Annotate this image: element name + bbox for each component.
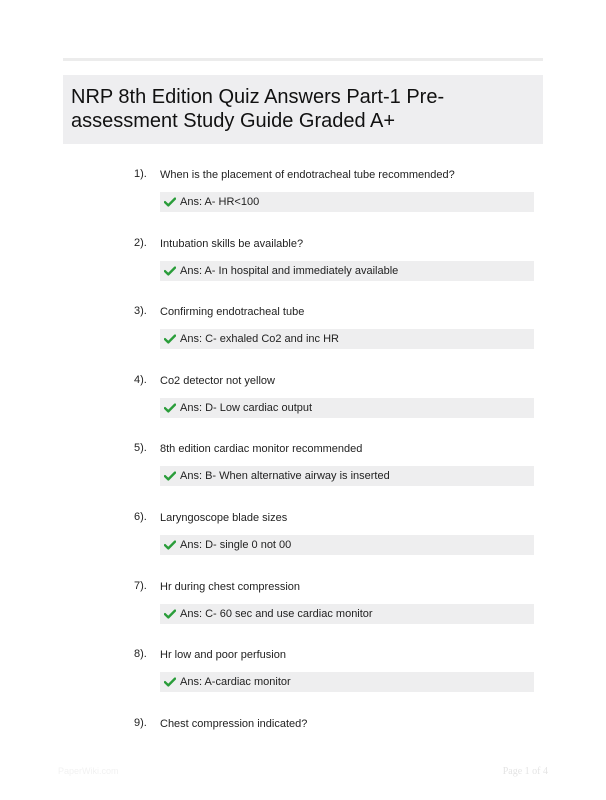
question-text: Hr low and poor perfusion — [160, 649, 286, 662]
check-icon — [164, 334, 176, 344]
check-icon — [164, 677, 176, 687]
check-icon — [164, 471, 176, 481]
question-number: 6). — [134, 511, 147, 523]
answer-text: Ans: C- 60 sec and use cardiac monitor — [180, 607, 373, 620]
check-icon — [164, 197, 176, 207]
question-text: Laryngoscope blade sizes — [160, 512, 288, 524]
answer-box — [160, 329, 534, 349]
top-divider — [63, 58, 543, 61]
answer-box — [160, 672, 534, 692]
question-text: Intubation skills be available? — [160, 237, 304, 250]
answer-text: Ans: A- HR<100 — [180, 196, 260, 208]
question-number: 8). — [134, 648, 147, 661]
answer-box — [160, 261, 534, 281]
check-icon — [164, 609, 176, 619]
question-number: 3). — [134, 305, 147, 318]
question-number: 9). — [134, 716, 147, 729]
answer-box — [160, 604, 534, 624]
question-number: 7). — [134, 579, 147, 592]
answer-box — [160, 192, 534, 212]
question-text: 8th edition cardiac monitor recommended — [160, 443, 363, 456]
question-number: 2). — [134, 236, 147, 249]
answer-box — [160, 535, 534, 555]
page-number: Page 1 of 4 — [502, 766, 548, 777]
answer-text: Ans: D- single 0 not 00 — [180, 539, 292, 551]
check-icon — [164, 266, 176, 276]
document-title: NRP 8th Edition Quiz Answers Part-1 Pre-assessment Study Guide Graded A+ — [71, 86, 445, 132]
check-icon — [164, 403, 176, 413]
answer-box — [160, 398, 534, 418]
question-text: Confirming endotracheal tube — [160, 306, 305, 319]
question-number: 5). — [134, 442, 147, 455]
check-icon — [164, 540, 176, 550]
question-text: Chest compression indicated? — [160, 717, 308, 730]
answer-text: Ans: A-cardiac monitor — [180, 676, 291, 689]
question-text: Co2 detector not yellow — [160, 374, 275, 387]
answer-text: Ans: B- When alternative airway is inserted — [180, 470, 390, 483]
title-banner — [63, 75, 543, 144]
question-number: 1). — [134, 168, 147, 180]
footer-watermark: PaperWiki.com — [58, 766, 119, 776]
answer-text: Ans: D- Low cardiac output — [180, 401, 313, 414]
answer-text: Ans: A- In hospital and immediately available — [180, 264, 399, 277]
answer-box — [160, 466, 534, 486]
question-text: When is the placement of endotracheal tube recommended? — [160, 169, 455, 181]
question-text: Hr during chest compression — [160, 580, 301, 593]
answer-text: Ans: C- exhaled Co2 and inc HR — [180, 333, 339, 346]
question-number: 4). — [134, 373, 147, 386]
